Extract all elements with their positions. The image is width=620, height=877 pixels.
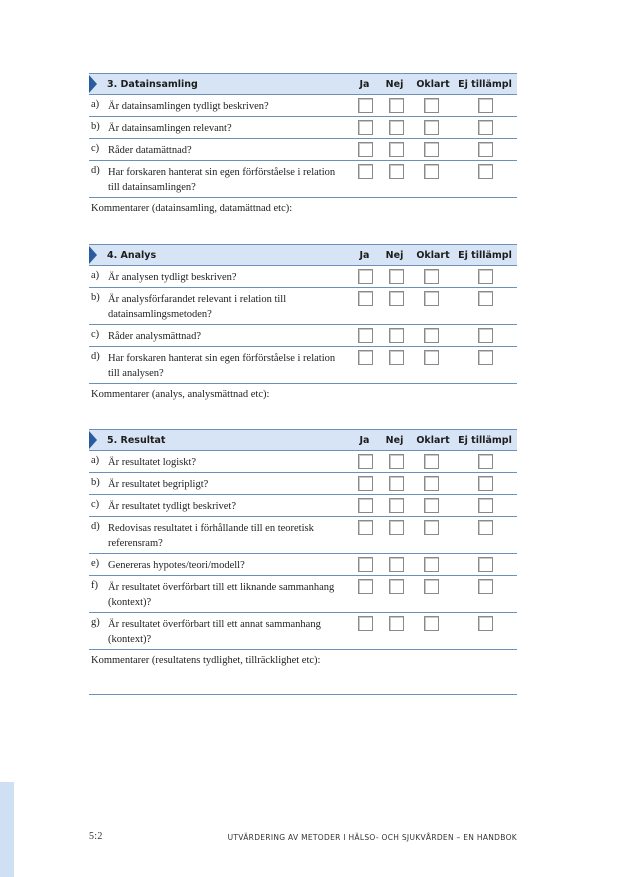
checkbox-ja[interactable] [358, 120, 373, 135]
col-ej-tillampl: Ej tillämpl [458, 435, 512, 446]
comment-label: Kommentarer (resultatens tydlighet, tillräcklighet etc): [91, 655, 321, 666]
question-row [89, 494, 517, 516]
col-nej: Nej [385, 250, 404, 261]
checkbox-ja[interactable] [358, 454, 373, 469]
checkbox-oklart[interactable] [424, 142, 439, 157]
checkbox-nej[interactable] [389, 476, 404, 491]
running-title: UTVÄRDERING AV METODER I HÄLSO- OCH SJUKVÅRDEN – EN HANDBOK [227, 833, 517, 842]
question-text: Är resultatet begripligt? [108, 479, 209, 490]
checkbox-nej[interactable] [389, 520, 404, 535]
question-letter: f) [91, 580, 98, 591]
question-letter: b) [91, 477, 100, 488]
question-letter: c) [91, 329, 100, 340]
section-datainsamling [89, 73, 517, 246]
checkbox-ja[interactable] [358, 476, 373, 491]
question-text: Är resultatet överförbart till ett annat sammanhang (kontext)? [108, 619, 321, 645]
checkbox-ja[interactable] [358, 616, 373, 631]
checkbox-nej[interactable] [389, 579, 404, 594]
question-row [89, 575, 517, 612]
checkbox-nej[interactable] [389, 164, 404, 179]
checkbox-oklart[interactable] [424, 164, 439, 179]
checkbox-nej[interactable] [389, 616, 404, 631]
checkbox-oklart[interactable] [424, 498, 439, 513]
checkbox-ej-tillampl[interactable] [478, 454, 493, 469]
question-letter: a) [91, 455, 100, 466]
question-text: Råder datamättnad? [108, 145, 192, 156]
checkbox-ja[interactable] [358, 350, 373, 365]
question-row [89, 612, 517, 649]
checkbox-oklart[interactable] [424, 98, 439, 113]
question-text: Är datainsamlingen relevant? [108, 123, 232, 134]
col-oklart: Oklart [416, 250, 450, 261]
checkbox-nej[interactable] [389, 498, 404, 513]
section-arrow-icon [89, 75, 97, 93]
checkbox-ej-tillampl[interactable] [478, 476, 493, 491]
question-letter: d) [91, 521, 100, 532]
section-header [89, 73, 517, 94]
checkbox-nej[interactable] [389, 269, 404, 284]
checkbox-nej[interactable] [389, 291, 404, 306]
checkbox-ja[interactable] [358, 328, 373, 343]
checkbox-nej[interactable] [389, 120, 404, 135]
checkbox-oklart[interactable] [424, 476, 439, 491]
question-row [89, 472, 517, 494]
question-row [89, 450, 517, 472]
col-ja: Ja [359, 79, 370, 90]
checkbox-ja[interactable] [358, 498, 373, 513]
section-header [89, 429, 517, 450]
checkbox-ej-tillampl[interactable] [478, 616, 493, 631]
comment-area[interactable] [89, 383, 517, 432]
question-letter: c) [91, 143, 100, 154]
checkbox-ja[interactable] [358, 557, 373, 572]
question-row [89, 116, 517, 138]
question-letter: e) [91, 558, 100, 569]
question-letter: g) [91, 617, 100, 628]
checkbox-ja[interactable] [358, 142, 373, 157]
page-number: 5:2 [89, 831, 103, 842]
checkbox-ej-tillampl[interactable] [478, 142, 493, 157]
col-oklart: Oklart [416, 435, 450, 446]
section-title: 3. Datainsamling [107, 79, 198, 90]
checkbox-nej[interactable] [389, 454, 404, 469]
question-text: Har forskaren hanterat sin egen förförståelse i relation till analysen? [108, 353, 336, 379]
question-text: Är analysen tydligt beskriven? [108, 272, 237, 283]
question-row [89, 346, 517, 383]
question-letter: c) [91, 499, 100, 510]
question-letter: d) [91, 351, 100, 362]
checkbox-oklart[interactable] [424, 579, 439, 594]
question-text: Är resultatet tydligt beskrivet? [108, 501, 237, 512]
checkbox-ej-tillampl[interactable] [478, 120, 493, 135]
section-title: 4. Analys [107, 250, 157, 261]
col-nej: Nej [385, 435, 404, 446]
checkbox-oklart[interactable] [424, 120, 439, 135]
question-text: Är analysförfarandet relevant i relation till datainsamlingsmetoden? [108, 294, 287, 320]
question-text: Råder analysmättnad? [108, 331, 202, 342]
checkbox-oklart[interactable] [424, 454, 439, 469]
checkbox-ej-tillampl[interactable] [478, 291, 493, 306]
section-arrow-icon [89, 246, 97, 264]
checkbox-nej[interactable] [389, 350, 404, 365]
question-row [89, 160, 517, 197]
checkbox-ej-tillampl[interactable] [478, 269, 493, 284]
side-tab-bar [0, 782, 14, 877]
checkbox-ja[interactable] [358, 269, 373, 284]
checkbox-ej-tillampl[interactable] [478, 579, 493, 594]
checkbox-ej-tillampl[interactable] [478, 498, 493, 513]
checkbox-nej[interactable] [389, 557, 404, 572]
question-letter: a) [91, 99, 100, 110]
question-row [89, 516, 517, 553]
question-row [89, 324, 517, 346]
question-letter: d) [91, 165, 100, 176]
question-text: Redovisas resultatet i förhållande till en teoretisk referensram? [108, 523, 314, 549]
checkbox-ej-tillampl[interactable] [478, 557, 493, 572]
section-arrow-icon [89, 431, 97, 449]
checkbox-oklart[interactable] [424, 520, 439, 535]
checkbox-ja[interactable] [358, 579, 373, 594]
question-letter: b) [91, 121, 100, 132]
question-row [89, 94, 517, 116]
checkbox-oklart[interactable] [424, 557, 439, 572]
section-title: 5. Resultat [107, 435, 166, 446]
checkbox-ej-tillampl[interactable] [478, 164, 493, 179]
checkbox-ja[interactable] [358, 291, 373, 306]
section-analys [89, 244, 517, 432]
question-row [89, 553, 517, 575]
checkbox-oklart[interactable] [424, 269, 439, 284]
question-row [89, 138, 517, 160]
checkbox-ej-tillampl[interactable] [478, 98, 493, 113]
col-ja: Ja [359, 435, 370, 446]
checkbox-nej[interactable] [389, 328, 404, 343]
checkbox-nej[interactable] [389, 98, 404, 113]
col-ja: Ja [359, 250, 370, 261]
table-end-rule [89, 694, 517, 695]
checkbox-ja[interactable] [358, 520, 373, 535]
comment-label: Kommentarer (analys, analysmättnad etc): [91, 389, 270, 400]
col-oklart: Oklart [416, 79, 450, 90]
question-row [89, 287, 517, 324]
section-resultat [89, 429, 517, 698]
checkbox-oklart[interactable] [424, 350, 439, 365]
question-text: Har forskaren hanterat sin egen förförståelse i relation till datainsamlingen? [108, 167, 336, 193]
comment-area[interactable] [89, 649, 517, 698]
checkbox-oklart[interactable] [424, 291, 439, 306]
col-ej-tillampl: Ej tillämpl [458, 79, 512, 90]
question-text: Är resultatet överförbart till ett liknande sammanhang (kontext)? [108, 582, 335, 608]
section-header [89, 244, 517, 265]
question-text: Är datainsamlingen tydligt beskriven? [108, 101, 269, 112]
checkbox-ej-tillampl[interactable] [478, 328, 493, 343]
comment-area[interactable] [89, 197, 517, 246]
col-nej: Nej [385, 79, 404, 90]
question-text: Är resultatet logiskt? [108, 457, 197, 468]
checkbox-nej[interactable] [389, 142, 404, 157]
checkbox-oklart[interactable] [424, 616, 439, 631]
checkbox-ej-tillampl[interactable] [478, 520, 493, 535]
question-letter: a) [91, 270, 100, 281]
comment-label: Kommentarer (datainsamling, datamättnad etc): [91, 203, 293, 214]
question-text: Genereras hypotes/teori/modell? [108, 560, 245, 571]
checkbox-ja[interactable] [358, 98, 373, 113]
col-ej-tillampl: Ej tillämpl [458, 250, 512, 261]
checkbox-ja[interactable] [358, 164, 373, 179]
checkbox-oklart[interactable] [424, 328, 439, 343]
checkbox-ej-tillampl[interactable] [478, 350, 493, 365]
question-letter: b) [91, 292, 100, 303]
question-row [89, 265, 517, 287]
